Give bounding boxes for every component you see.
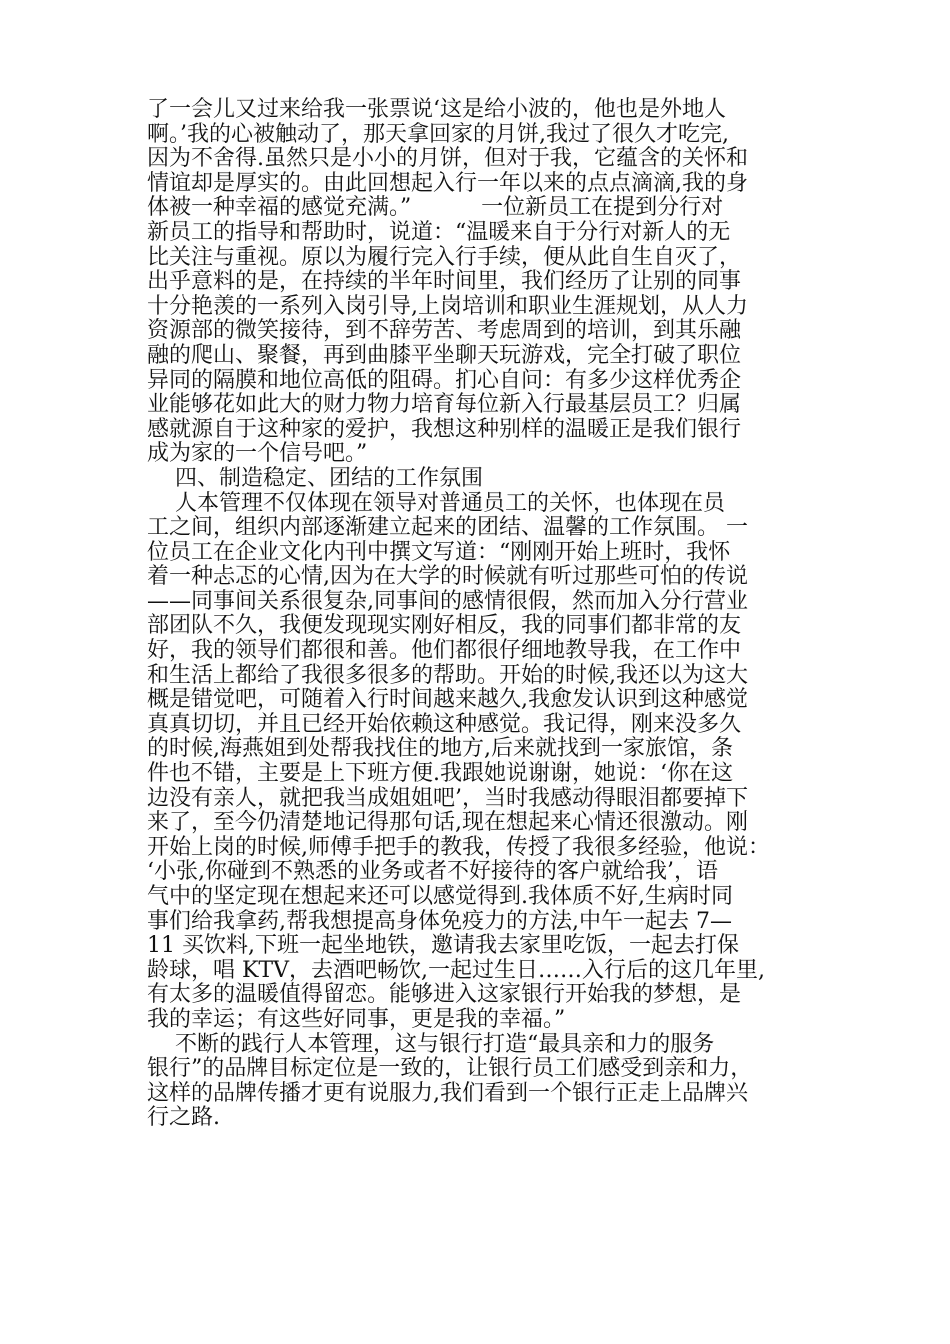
text-line: 部团队不久，我便发现现实刚好相反，我的同事们都非常的友 — [147, 613, 742, 639]
text-line: 真真切切，并且已经开始依赖这种感觉。我记得，刚来没多久 — [147, 711, 742, 737]
text-line: 新员工的指导和帮助时，说道：“温暖来自于分行对新人的无 — [147, 219, 731, 245]
text-line: 的时候,海燕姐到处帮我找住的地方,后来就找到一家旅馆，条 — [147, 736, 733, 762]
text-line: 比关注与重视。原以为履行完入行手续，便从此自生自灭了， — [147, 244, 742, 270]
text-line: 我的幸运；有这些好同事，更是我的幸福。” — [147, 1006, 566, 1032]
text-line: 气中的坚定现在想起来还可以感觉得到.我体质不好,生病时同 — [147, 884, 733, 909]
text-line: 行之路. — [147, 1105, 220, 1131]
text-line: 11 买饮料,下班一起坐地铁，邀请我去家里吃饭，一起去打保 — [147, 933, 739, 959]
text-line: 出乎意料的是，在持续的半年时间里，我们经历了让别的同事 — [147, 269, 742, 295]
text-line: 人本管理不仅体现在领导对普通员工的关怀，也体现在员 — [147, 490, 725, 516]
text-line: 事们给我拿药,帮我想提高身体免疫力的方法,中午一起去 7— — [147, 908, 732, 934]
text-line: 情谊却是厚实的。由此回想起入行一年以来的点点滴滴,我的身 — [147, 170, 748, 196]
text-line: 和生活上都给了我很多很多的帮助。开始的时候,我还以为这大 — [147, 662, 748, 688]
text-line: 件也不错，主要是上下班方便.我跟她说谢谢，她说：‘你在这 — [147, 761, 733, 787]
text-line: 了一会儿又过来给我一张票说‘这是给小波的，他也是外地人 — [147, 97, 726, 122]
text-line: 龄球，唱 KTV，去酒吧畅饮,一起过生日……入行后的这几年里, — [147, 957, 765, 983]
text-line: 来了，至今仍清楚地记得那句话,现在想起来心情还很激动。刚 — [147, 810, 748, 836]
text-line: 开始上岗的时候,师傅手把手的教我，传授了我很多经验，他说： — [147, 834, 770, 860]
text-line: 工之间，组织内部逐渐建立起来的团结、温馨的工作氛围。 一 — [147, 515, 748, 541]
text-line: 感就源自于这种家的爱护，我想这种别样的温暖正是我们银行 — [147, 416, 742, 442]
text-line: 成为家的一个信号吧。” — [147, 441, 368, 467]
text-line: 有太多的温暖值得留恋。能够进入这家银行开始我的梦想，是 — [147, 982, 742, 1008]
text-line: 着一种忐忑的心情,因为在大学的时候就有听过那些可怕的传说 — [147, 564, 748, 590]
text-line: 边没有亲人，就把我当成姐姐吧’，当时我感动得眼泪都要掉下 — [147, 785, 748, 811]
text-line: 啊。’我的心被触动了，那天拿回家的月饼,我过了很久才吃完, — [147, 121, 729, 147]
text-line: 不断的践行人本管理，这与银行打造“最具亲和力的服务 — [147, 1031, 715, 1057]
text-line: 业能够花如此大的财力物力培育每位新入行最基层员工？归属 — [147, 392, 742, 418]
text-line: 因为不舍得.虽然只是小小的月饼，但对于我，它蕴含的关怀和 — [147, 146, 748, 172]
text-line: ‘小张,你碰到不熟悉的业务或者不好接待的客户就给我’，语 — [147, 859, 718, 885]
section-heading: 四、制造稳定、团结的工作氛围 — [147, 465, 483, 491]
text-line: 体被一种幸福的感觉充满。” 一位新员工在提到分行对 — [147, 195, 724, 221]
text-line: 概是错觉吧，可随着入行时间越来越久,我愈发认识到这种感觉 — [147, 687, 748, 713]
text-line: 银行”的品牌目标定位是一致的，让银行员工们感受到亲和力， — [147, 1056, 753, 1082]
text-line: 好，我的领导们都很和善。他们都很仔细地教导我，在工作中 — [147, 638, 742, 664]
text-line: 位员工在企业文化内刊中撰文写道：“刚刚开始上班时，我怀 — [147, 539, 731, 565]
text-line: ——同事间关系很复杂,同事间的感情很假，然而加入分行营业 — [147, 588, 748, 614]
text-line: 融的爬山、聚餐，再到曲膝平坐聊天玩游戏，完全打破了职位 — [147, 342, 742, 368]
document-body — [147, 98, 817, 1131]
text-line: 这样的品牌传播才更有说服力,我们看到一个银行正走上品牌兴 — [147, 1080, 748, 1106]
text-line: 资源部的微笑接待，到不辞劳苦、考虑周到的培训，到其乐融 — [147, 318, 742, 344]
text-line: 异同的隔膜和地位高低的阻碍。扪心自问：有多少这样优秀企 — [147, 367, 742, 393]
text-line: 十分艳羡的一系列入岗引导,上岗培训和职业生涯规划，从人力 — [147, 293, 748, 319]
